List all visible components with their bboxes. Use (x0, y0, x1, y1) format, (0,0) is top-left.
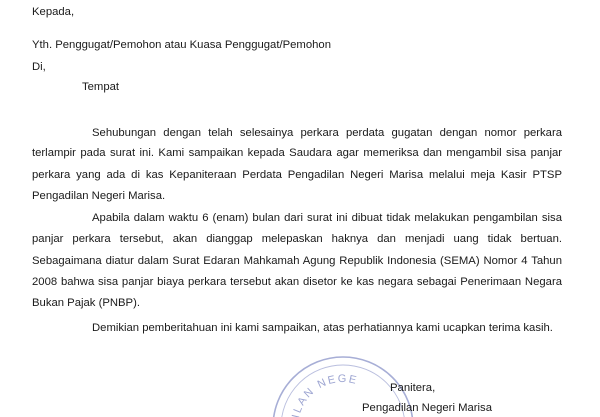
location-tempat: Tempat (82, 81, 120, 93)
signature-title: Panitera, (390, 382, 436, 394)
paragraph2-line1: Apabila dalam waktu 6 (enam) bulan dari surat ini dibuat tidak melakukan pengambilan sisa (92, 212, 562, 224)
paragraph1-line3: perkara yang ada di kas Kepaniteraan Perdata Pengadilan Negeri Marisa melalui meja Kasir PTSP (32, 169, 562, 181)
paragraph2-line5: Bukan Pajak (PNBP). (32, 297, 140, 309)
signature-institution: Pengadilan Negeri Marisa (362, 402, 492, 414)
paragraph2-line4: 2008 bahwa sisa panjar biaya perkara tersebut akan disetor ke kas negara sebagai Penerimaan Negara (32, 276, 562, 288)
stamp-arc-textpath: ILAN NEGE (289, 372, 360, 417)
paragraph2-line3: Sebagaimana diatur dalam Surat Edaran Mahkamah Agung Republik Indonesia (SEMA) Nomor 4 Tahun (32, 255, 562, 267)
paragraph1-line1: Sehubungan dengan telah selesainya perkara perdata gugatan dengan nomor perkara (92, 127, 562, 139)
paragraph2-line2: panjar perkara tersebut, akan dianggap melepaskan haknya dan menjadi uang tidak bertuan. (32, 233, 562, 245)
closing-line: Demikian pemberitahuan ini kami sampaikan, atas perhatiannya kami ucapkan terima kasih. (92, 322, 553, 334)
location-di: Di, (32, 61, 46, 73)
salutation-kepada: Kepada, (32, 6, 75, 18)
paragraph1-line2: terlampir pada surat ini. Kami sampaikan kepada Saudara agar memeriksa dan mengambil sisa panjar (32, 147, 562, 159)
paragraph1-line4: Pengadilan Negeri Marisa. (32, 190, 166, 202)
recipient-line: Yth. Penggugat/Pemohon atau Kuasa Penggugat/Pemohon (32, 39, 331, 51)
stamp-arc-text (290, 373, 359, 417)
